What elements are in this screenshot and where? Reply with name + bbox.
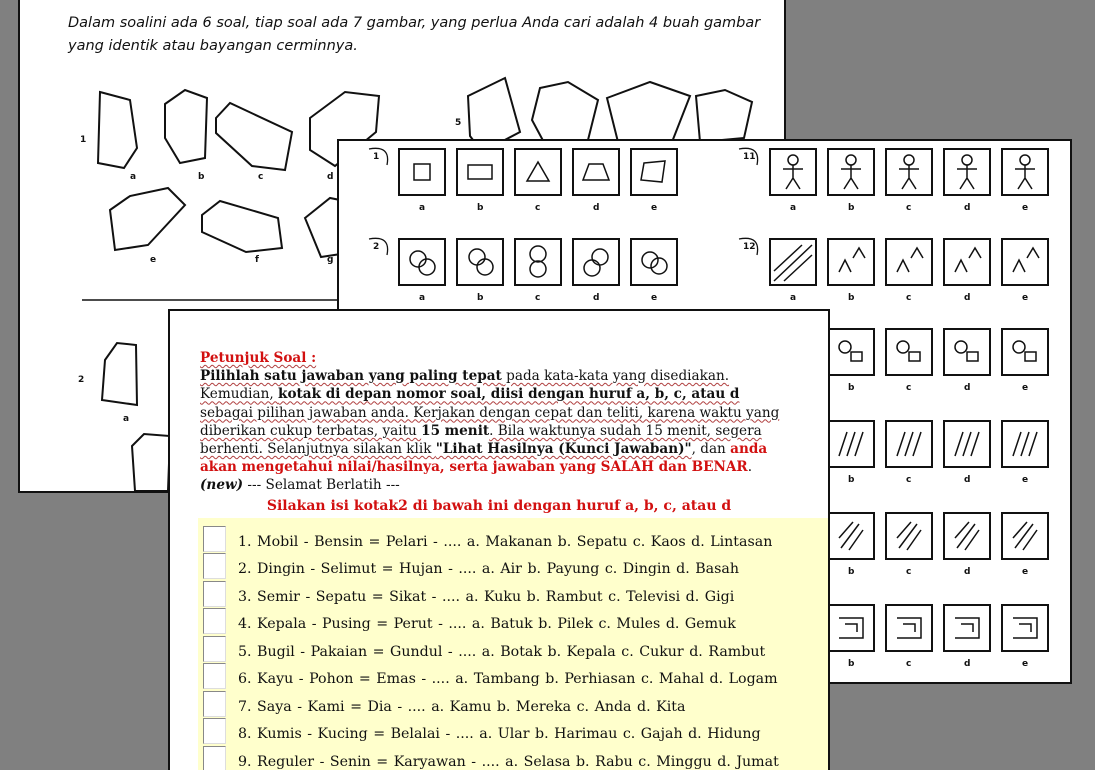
figure-1c xyxy=(216,103,292,170)
option-label-g: g xyxy=(327,255,334,265)
instr-part: (new) xyxy=(200,477,244,494)
figure-box xyxy=(631,239,677,285)
figure-box xyxy=(399,239,445,285)
question-text: 9. Reguler - Senin = Karyawan - .... a. Selasa b. Rabu c. Minggu d. Jumat xyxy=(238,754,779,770)
option-label-b: b xyxy=(848,383,855,393)
figure-5d xyxy=(696,90,752,142)
figure-box xyxy=(944,513,990,559)
question-row xyxy=(198,640,830,667)
question-number-12: 12 xyxy=(743,242,756,252)
figure-box xyxy=(828,329,874,375)
figure-box xyxy=(1002,513,1048,559)
answer-box-2[interactable] xyxy=(203,553,226,579)
option-label-a-q2: a xyxy=(123,414,130,424)
option-label-e: e xyxy=(150,255,157,265)
question-row xyxy=(198,585,830,612)
option-label-b: b xyxy=(477,293,484,303)
option-label-b: b xyxy=(198,172,205,182)
option-label-a: a xyxy=(790,203,797,213)
option-label-a: a xyxy=(419,293,426,303)
figure-box xyxy=(886,329,932,375)
question-text: 6. Kayu - Pohon = Emas - .... a. Tambang b. Perhiasan c. Mahal d. Logam xyxy=(238,671,778,687)
figure-box xyxy=(886,605,932,651)
instructions-heading: Petunjuk Soal : xyxy=(200,350,317,366)
instr-part: Pilihlah satu jawaban yang paling tepat xyxy=(200,368,502,385)
question-text: 2. Dingin - Selimut = Hujan - .... a. Air b. Payung c. Dingin d. Basah xyxy=(238,561,739,577)
figure-box xyxy=(944,605,990,651)
option-label-c: c xyxy=(906,293,912,303)
question-text: 8. Kumis - Kucing = Belalai - .... a. Ular b. Harimau c. Gajah d. Hidung xyxy=(238,726,761,742)
option-label-b: b xyxy=(477,203,484,213)
answer-box-4[interactable] xyxy=(203,608,226,634)
answer-box-6[interactable] xyxy=(203,663,226,689)
answer-box-3[interactable] xyxy=(203,581,226,607)
option-label-e: e xyxy=(1022,659,1029,669)
option-label-a: a xyxy=(130,172,137,182)
figure-box xyxy=(828,513,874,559)
figure-box xyxy=(1002,421,1048,467)
question-row xyxy=(198,557,830,584)
option-label-d: d xyxy=(964,383,971,393)
question-number-5: 5 xyxy=(455,118,462,128)
option-label-d: d xyxy=(964,659,971,669)
figure-box xyxy=(457,239,503,285)
instr-part: pada kata-kata yang disediakan. Kemudian, xyxy=(200,368,730,403)
figure-box xyxy=(886,149,932,195)
figure-box xyxy=(631,149,677,195)
instr-part: . xyxy=(747,459,753,476)
instructions xyxy=(200,349,792,495)
option-label-b: b xyxy=(848,567,855,577)
question-number-2: 2 xyxy=(373,242,380,252)
option-label-c: c xyxy=(906,203,912,213)
question-number-1: 1 xyxy=(80,135,87,145)
option-label-a: a xyxy=(790,293,797,303)
figure-box xyxy=(828,605,874,651)
figure-2b xyxy=(132,434,170,491)
question-row xyxy=(198,722,830,749)
option-label-e: e xyxy=(1022,567,1029,577)
option-label-a: a xyxy=(419,203,426,213)
question-text: 5. Bugil - Pakaian = Gundul - .... a. Botak b. Kepala c. Cukur d. Rambut xyxy=(238,644,766,660)
instr-part: --- Selamat Berlatih --- xyxy=(243,477,400,494)
question-number-2: 2 xyxy=(78,375,85,385)
option-label-e: e xyxy=(1022,383,1029,393)
option-label-e: e xyxy=(1022,475,1029,485)
option-label-c: c xyxy=(535,203,541,213)
option-label-d: d xyxy=(327,172,334,182)
question-row xyxy=(198,695,830,722)
option-label-c: c xyxy=(906,659,912,669)
question-row xyxy=(198,530,830,557)
figure-box xyxy=(944,149,990,195)
question-number-11: 11 xyxy=(743,152,756,162)
question-row xyxy=(198,667,830,694)
figure-box xyxy=(944,421,990,467)
option-label-d: d xyxy=(964,475,971,485)
figure-box xyxy=(770,239,816,285)
option-label-f: f xyxy=(255,255,259,265)
figure-1a xyxy=(98,92,137,168)
instr-part: kotak di depan nomor soal, diisi dengan huruf a, b, c, atau d xyxy=(278,386,740,403)
figure-box xyxy=(457,149,503,195)
option-label-b: b xyxy=(848,203,855,213)
option-label-d: d xyxy=(964,293,971,303)
figure-box xyxy=(770,149,816,195)
page-intro-text: Dalam soalini ada 6 soal, tiap soal ada 7 gambar, yang perlua Anda cari adalah 4 buah gambar yang identik atau bayangan cerminnya. xyxy=(68,15,761,54)
question-row xyxy=(198,750,830,770)
instr-part: 15 menit xyxy=(421,422,490,439)
figure-box xyxy=(886,239,932,285)
option-label-e: e xyxy=(1022,203,1029,213)
figure-1e xyxy=(110,188,185,250)
option-label-e: e xyxy=(651,203,658,213)
option-label-b: b xyxy=(848,293,855,303)
figure-box xyxy=(944,329,990,375)
option-label-c: c xyxy=(906,475,912,485)
option-label-d: d xyxy=(593,203,600,213)
answer-box-8[interactable] xyxy=(203,718,226,744)
instr-part: . Bila waktunya sudah 15 menit, segera berhenti. Selanjutnya silakan klik xyxy=(200,422,762,458)
question-text: 3. Semir - Sepatu = Sikat - .... a. Kuku b. Rambut c. Televisi d. Gigi xyxy=(238,589,735,605)
option-label-c: c xyxy=(258,172,264,182)
figure-box xyxy=(1002,605,1048,651)
option-label-d: d xyxy=(964,203,971,213)
question-text: 7. Saya - Kami = Dia - .... a. Kamu b. Mereka c. Anda d. Kita xyxy=(238,699,686,715)
figure-box xyxy=(828,149,874,195)
figure-1f xyxy=(202,201,282,252)
answer-box-7[interactable] xyxy=(203,691,226,717)
answer-box-5[interactable] xyxy=(203,636,226,662)
figure-2a xyxy=(102,343,137,405)
figure-box xyxy=(573,239,619,285)
answer-box-9[interactable] xyxy=(203,746,226,770)
option-label-d: d xyxy=(964,567,971,577)
option-label-c: c xyxy=(906,567,912,577)
test-page-questions xyxy=(168,309,830,770)
option-label-c: c xyxy=(535,293,541,303)
figure-box xyxy=(828,421,874,467)
question-list xyxy=(198,518,830,770)
figure-box xyxy=(828,239,874,285)
instr-part: , dan xyxy=(691,441,731,458)
figure-box xyxy=(944,239,990,285)
fill-instruction: Silakan isi kotak2 di bawah ini dengan huruf a, b, c, atau d xyxy=(266,498,732,514)
question-text: 1. Mobil - Bensin = Pelari - .... a. Makanan b. Sepatu c. Kaos d. Lintasan xyxy=(238,534,773,550)
figure-1b xyxy=(165,90,207,163)
question-row xyxy=(198,612,830,639)
option-label-b: b xyxy=(848,475,855,485)
option-label-e: e xyxy=(1022,293,1029,303)
option-label-d: d xyxy=(593,293,600,303)
instr-part: anda akan mengetahui nilai/hasilnya, serta jawaban yang SALAH dan BENAR xyxy=(200,441,768,476)
question-number-1: 1 xyxy=(373,152,380,162)
option-label-e: e xyxy=(651,293,658,303)
result-link-text: "Lihat Hasilnya (Kunci Jawaban)" xyxy=(435,441,692,458)
figure-box xyxy=(886,513,932,559)
instr-part: sebagai pilihan jawaban anda. Kerjakan dengan cepat dan teliti, karena waktu yang diberikan cukup terbatas, yaitu xyxy=(200,404,780,439)
figure-box xyxy=(1002,239,1048,285)
question-text: 4. Kepala - Pusing = Perut - .... a. Batuk b. Pilek c. Mules d. Gemuk xyxy=(238,616,736,632)
figure-box xyxy=(886,421,932,467)
figure-box xyxy=(1002,149,1048,195)
option-label-c: c xyxy=(906,383,912,393)
option-label-b: b xyxy=(848,659,855,669)
figure-box xyxy=(1002,329,1048,375)
figure-box xyxy=(515,149,561,195)
answer-box-1[interactable] xyxy=(203,526,226,552)
figure-box xyxy=(399,149,445,195)
figure-box xyxy=(515,239,561,285)
figure-box xyxy=(573,149,619,195)
